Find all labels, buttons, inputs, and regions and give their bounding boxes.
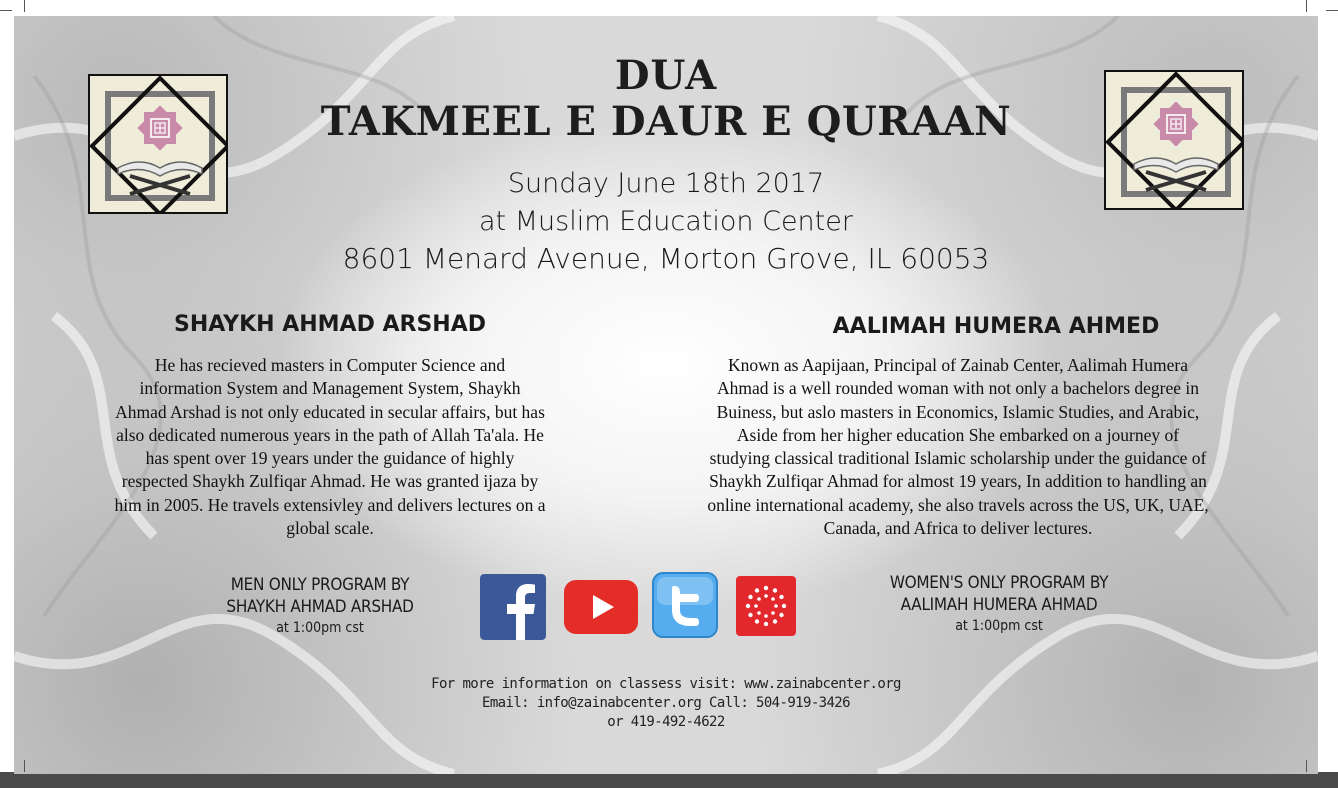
youtube-icon[interactable] [564, 580, 638, 634]
women-program-time: at 1:00pm cst [955, 618, 1043, 634]
title-dua: DUA [614, 52, 718, 99]
crop-mark [24, 0, 25, 12]
crop-mark [24, 760, 25, 772]
bio-line: respected Shaykh Zulfiqar Ahmad. He was granted ijaza by [121, 471, 539, 492]
men-program-speaker: SHAYKH AHMAD ARSHAD [226, 597, 414, 617]
bio-line: Canada, and Africa to deliver lectures. [823, 518, 1093, 539]
contact-email-phone: Email: info@zainabcenter.org Call: 504-919-3426 [482, 695, 850, 711]
event-flyer [14, 16, 1318, 774]
bio-line: studying classical traditional Islamic scholarship under the guidance of [709, 448, 1207, 469]
crop-mark [1306, 0, 1307, 12]
contact-alt-phone: or 419-492-4622 [607, 714, 725, 730]
men-program-title: MEN ONLY PROGRAM BY [230, 575, 410, 595]
speaker-bio-right [658, 354, 1258, 540]
bio-line: Known as Aapijaan, Principal of Zainab Center, Aalimah Humera [728, 355, 1188, 375]
bio-line: has spent over 19 years under the guidance of highly [145, 448, 515, 469]
bio-line: also dedicated numerous years in the path of Allah Ta'ala. He [116, 424, 544, 445]
title-main: TAKMEEL E DAUR E QURAAN [320, 98, 1012, 145]
crop-mark [0, 10, 12, 11]
event-venue: at Muslim Education Center [479, 206, 853, 237]
bio-line: him in 2005. He travels extensivley and delivers lectures on a [114, 494, 546, 515]
women-program [834, 572, 1164, 636]
bio-line: global scale. [286, 518, 374, 539]
women-program-speaker: AALIMAH HUMERA AHMAD [900, 595, 1098, 615]
twitter-icon[interactable] [652, 572, 718, 638]
bio-line: Ahmad Arshad is not only educated in secular affairs, but has [115, 401, 545, 422]
bio-line: Aside from her higher education She embarked on a journey of [736, 424, 1180, 445]
bio-line: online international academy, she also travels across the US, UK, UAE, [707, 494, 1209, 515]
contact-website: For more information on classess visit: www.zainabcenter.org [431, 676, 901, 692]
women-program-title: WOMEN'S ONLY PROGRAM BY [889, 573, 1109, 593]
event-date: Sunday June 18th 2017 [507, 168, 825, 199]
speaker-bio-left [70, 354, 590, 540]
speaker-name-left: SHAYKH AHMAD ARSHAD [173, 312, 487, 337]
bio-line: information System and Management System, Shaykh [139, 378, 521, 399]
facebook-icon[interactable] [480, 574, 546, 640]
men-program-time: at 1:00pm cst [276, 620, 364, 636]
men-program [170, 574, 470, 638]
event-address: 8601 Menard Avenue, Morton Grove, IL 60053 [342, 242, 990, 275]
bio-line: Ahmad is a well rounded woman with not only a bachelors degree in [716, 378, 1200, 399]
bio-line: He has recieved masters in Computer Science and [154, 355, 506, 375]
speaker-name-right: AALIMAH HUMERA AHMED [832, 314, 1160, 339]
ustream-icon[interactable] [736, 576, 796, 636]
crop-mark [1306, 760, 1307, 772]
bio-line: Shaykh Zulfiqar Ahmad for almost 19 years, In addition to handling an [709, 471, 1207, 492]
crop-mark [1326, 10, 1338, 11]
bio-line: Buiness, but aslo masters in Economics, Islamic Studies, and Arabic, [716, 401, 1200, 422]
